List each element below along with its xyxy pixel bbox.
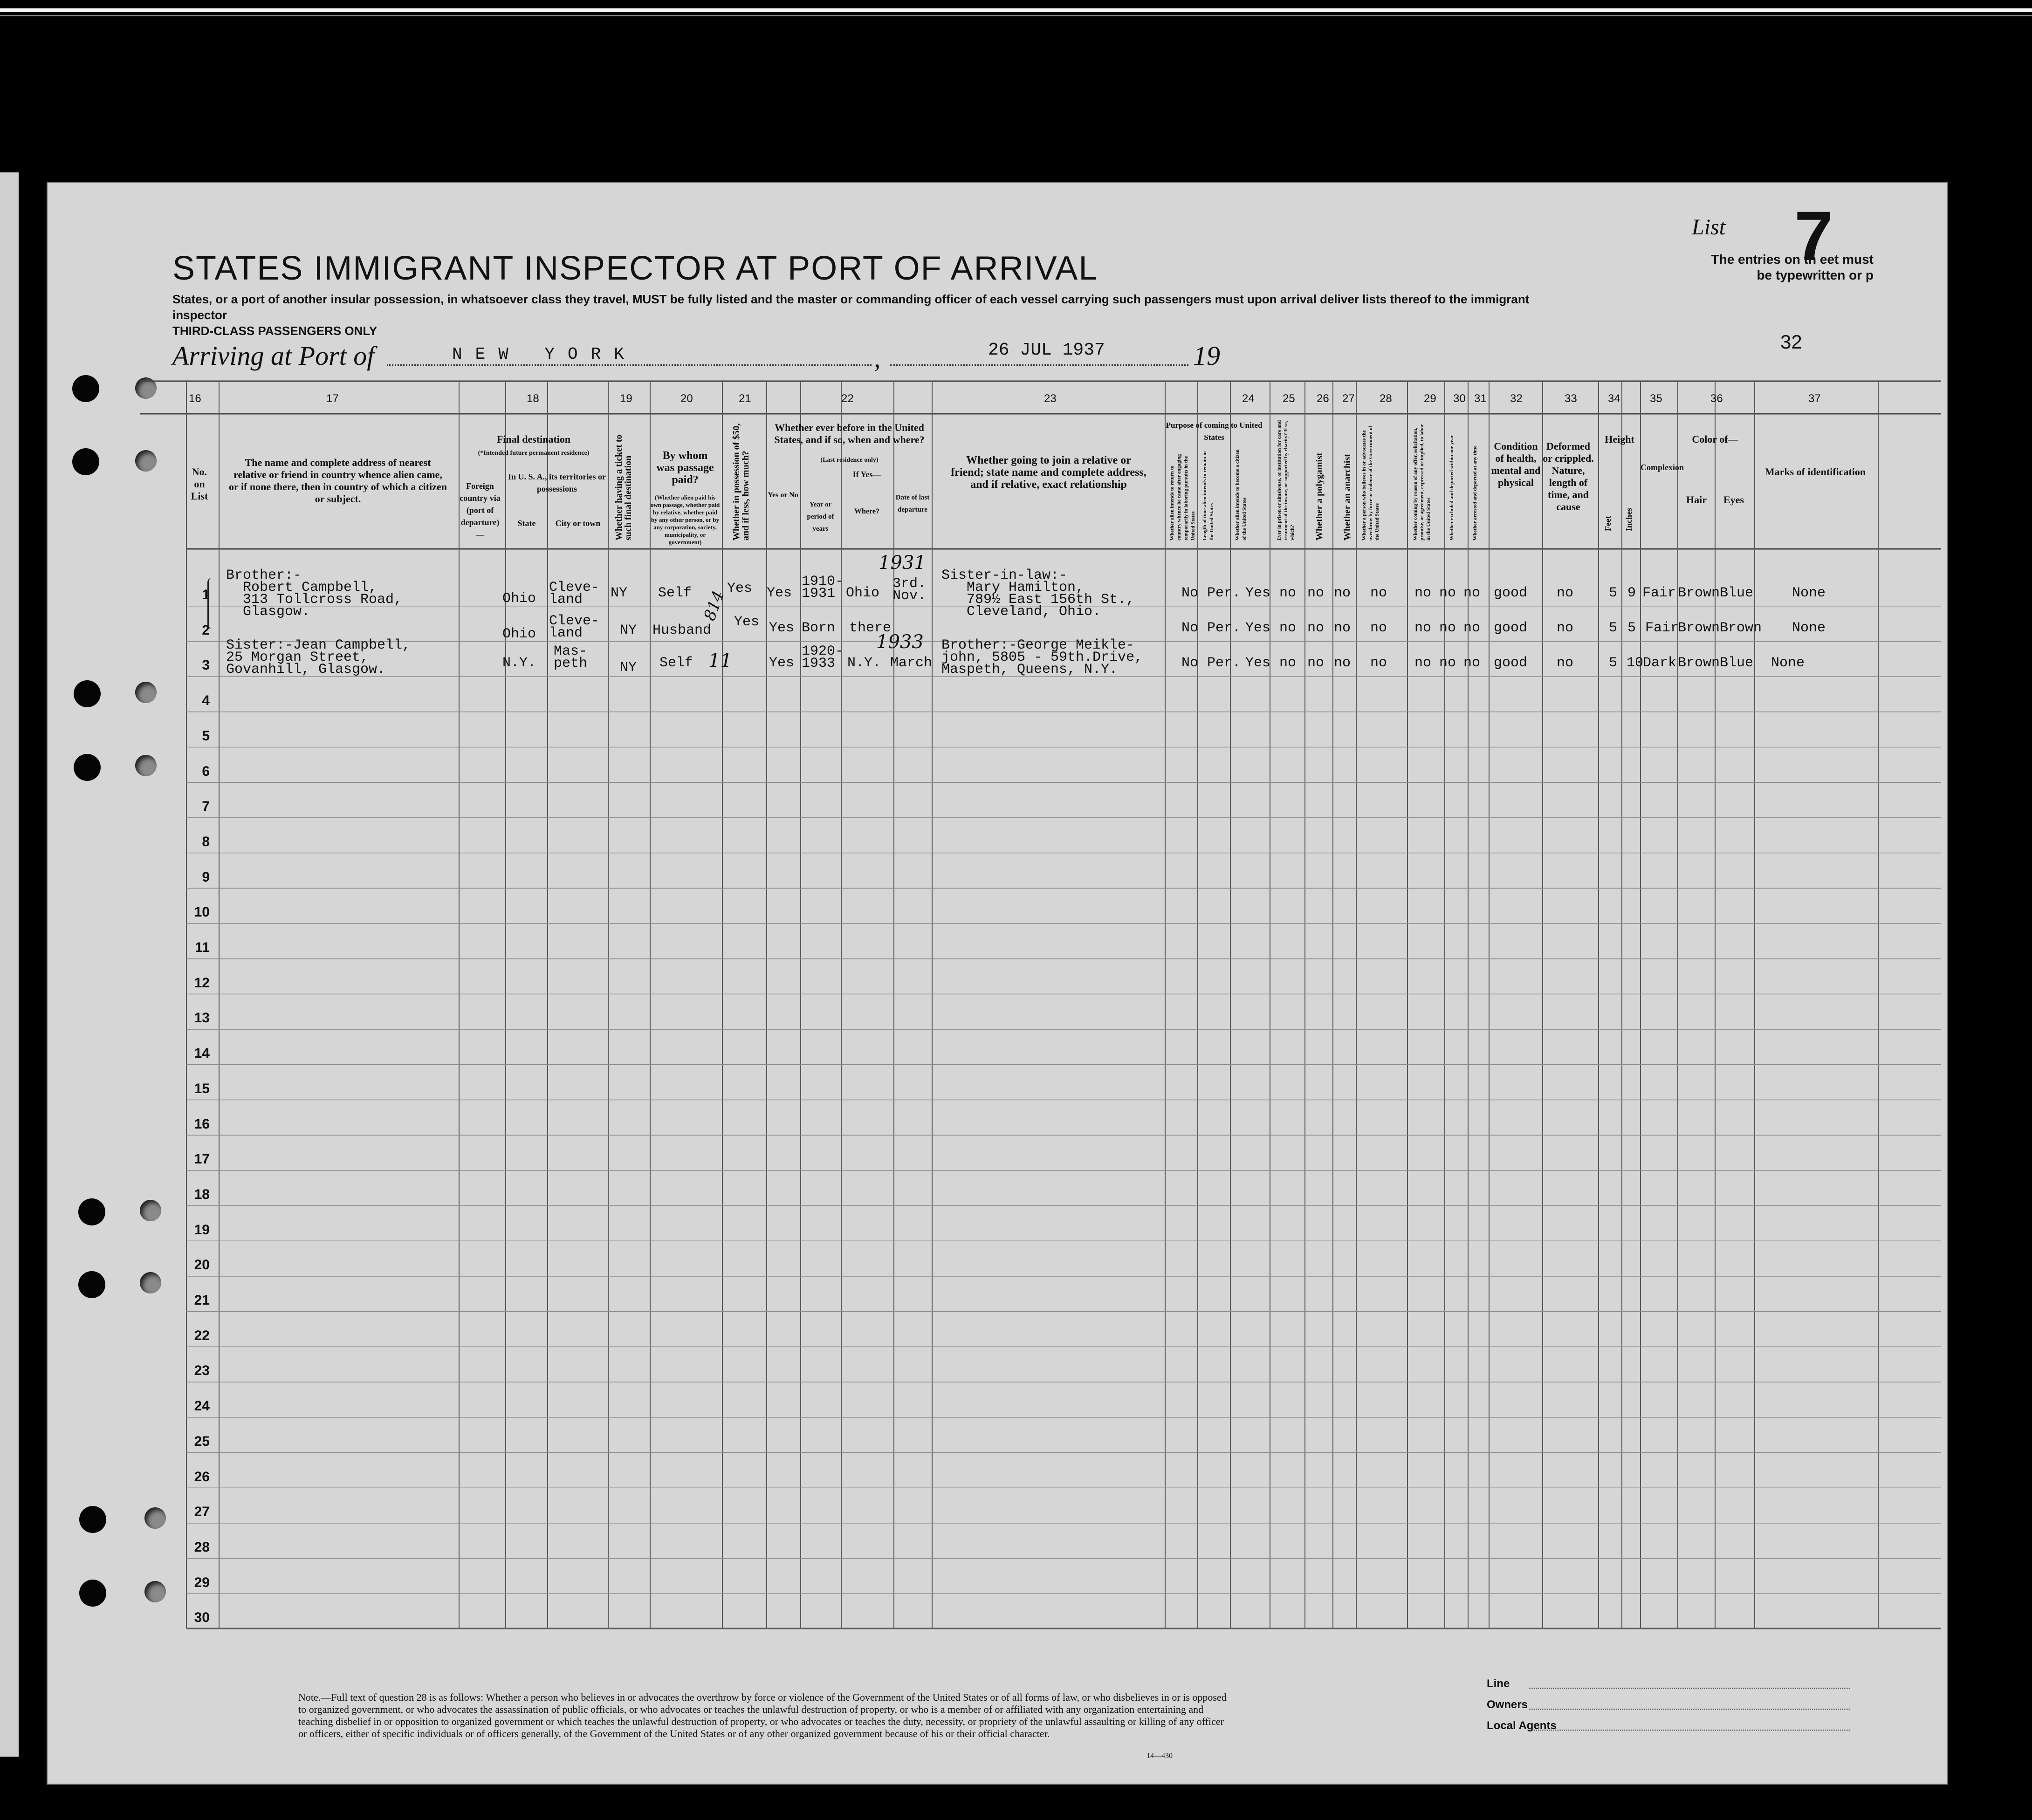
row3-eyes: Blue: [1720, 655, 1754, 671]
row1-paid-by: Self: [658, 585, 692, 601]
row3-anarchist: no: [1334, 655, 1351, 671]
header-before-us: Whether ever before in the United States, and if so, when and where?: [774, 422, 925, 445]
row2-feet: 5: [1609, 620, 1618, 636]
row3-city: Mas- peth: [554, 643, 588, 671]
row-number: 4: [202, 693, 210, 709]
header-q31: Whether arrested and deported at any time: [1472, 445, 1478, 541]
header-complexion: Complexion: [1641, 463, 1684, 472]
row3-prison: no: [1279, 655, 1297, 671]
column-number: 36: [1710, 392, 1723, 405]
row-number: 3: [202, 657, 210, 673]
header-anarchist: Whether an anarchist: [1342, 454, 1352, 541]
row1-q31: no: [1463, 585, 1481, 601]
row1-prison: no: [1279, 585, 1297, 601]
row3-polygamist: no: [1307, 655, 1325, 671]
port-value: NEW YORK: [452, 345, 637, 364]
row-number: 9: [202, 869, 210, 885]
row3-before: Yes: [769, 655, 795, 671]
row1-complexion: Fair: [1642, 585, 1676, 601]
column-number: 23: [1044, 392, 1057, 405]
row3-paid-by: Self: [659, 655, 693, 671]
handwritten-number: 814: [700, 588, 728, 623]
row3-relative: Sister:-Jean Campbell, 25 Morgan Street, Govanhill, Glasgow.: [226, 637, 411, 677]
row-number: 2: [202, 622, 210, 638]
row3-q28: no: [1370, 655, 1387, 671]
row1-ticket: NY: [611, 585, 628, 601]
row-number: 14: [194, 1046, 210, 1061]
column-number: 18: [527, 392, 539, 405]
header-money: Whether in possession of $50, and if less, how much?: [731, 423, 751, 541]
footer-owners-field: [1529, 1709, 1850, 1710]
header-prison: Ever in prison or almshouse, or institution for care and treatment of the insane, or supported by charity? If so, which?: [1277, 420, 1295, 541]
row2-money: Yes: [734, 614, 760, 630]
row1-hair: Brown: [1678, 585, 1720, 601]
header-where: Where?: [854, 507, 879, 515]
row1-money: Yes: [727, 581, 753, 596]
column-number: 34: [1608, 392, 1620, 405]
header-final-destination-sub: (*Intended future permanent residence): [478, 450, 590, 457]
row-number: 22: [194, 1327, 210, 1343]
row2-complexion: Fair: [1645, 620, 1679, 636]
row1-relative: Brother:- Robert Campbell, 313 Tollcross Road, Glasgow.: [226, 568, 403, 620]
row3-feet: 5: [1609, 655, 1618, 671]
comma: ,: [874, 343, 881, 373]
row2-length: Per.: [1207, 620, 1241, 636]
header-purpose-length: Length of time alien intends to remain in the United States: [1202, 451, 1215, 541]
header-polygamist: Whether a polygamist: [1314, 452, 1325, 541]
entries-note-line-2: be typewritten or p: [1757, 268, 1874, 282]
row3-citizen: Yes: [1245, 655, 1271, 671]
header-final-destination: Final destination: [496, 433, 571, 445]
column-number: 22: [841, 392, 854, 405]
row3-length: Per.: [1207, 655, 1241, 671]
row1-city: Cleve- land: [549, 580, 600, 608]
row-number: 27: [194, 1504, 210, 1520]
row3-deformed: no: [1557, 655, 1574, 671]
row3-complexion: Dark: [1643, 655, 1677, 671]
row-number: 18: [194, 1186, 210, 1202]
header-height: Height: [1605, 433, 1634, 445]
column-number: 25: [1283, 392, 1295, 405]
page-number: 32: [1780, 331, 1802, 353]
row2-ticket: NY: [620, 623, 637, 638]
row3-q31: no: [1463, 655, 1481, 671]
row2-polygamist: no: [1307, 620, 1325, 636]
row1-marks: None: [1792, 585, 1826, 601]
page-title: STATES IMMIGRANT INSPECTOR AT PORT OF ARRIVAL: [172, 250, 1098, 287]
footer-agents-field: [1529, 1730, 1850, 1731]
footer-owners-label: Owners: [1487, 1698, 1528, 1711]
handwritten-year-2: 1933: [876, 631, 924, 653]
row-number: 25: [194, 1433, 210, 1449]
row3-ticket: NY: [620, 660, 637, 676]
row2-city: Cleve- land: [549, 613, 600, 641]
arriving-label: Arriving at Port of: [172, 341, 375, 371]
header-feet: Feet: [1603, 516, 1613, 531]
column-number: 30: [1453, 392, 1466, 405]
row1-anarchist: no: [1334, 585, 1351, 601]
row1-polygamist: no: [1307, 585, 1325, 601]
row1-eyes: Blue: [1720, 585, 1754, 601]
row2-hair: Brown: [1678, 620, 1720, 636]
column-number: 16: [189, 392, 201, 405]
row3-hair: Brown: [1678, 655, 1720, 671]
header-state: State: [517, 519, 536, 528]
form-code: 14—430: [1146, 1752, 1173, 1760]
footer-line-field: [1529, 1688, 1850, 1689]
row1-return: No: [1181, 585, 1199, 601]
row2-eyes: Brown: [1720, 620, 1762, 636]
header-q28: Whether a person who believes in or advocates the overthrow by force or violence of the Government of the United States: [1361, 425, 1380, 541]
header-foreign-via: Foreign country via (port of departure)—: [460, 481, 501, 539]
header-inches: Inches: [1624, 507, 1634, 531]
row1-citizen: Yes: [1245, 585, 1271, 601]
row3-return: No: [1181, 655, 1199, 671]
column-number: 31: [1474, 392, 1487, 405]
handwritten-amount: 11: [708, 650, 732, 671]
header-health: Condition of health, mental and physical: [1491, 440, 1541, 488]
row1-q29: no: [1414, 585, 1432, 601]
row2-before: Yes: [769, 620, 795, 636]
column-number: 35: [1650, 392, 1662, 405]
row-number: 5: [202, 728, 210, 744]
row3-years: 1920- 1933: [802, 643, 844, 671]
header-purpose-citizen: Whether alien intends to become a citizen of the United States: [1235, 449, 1247, 541]
row-number: 11: [195, 940, 210, 955]
column-number: 28: [1380, 392, 1392, 405]
header-marks: Marks of identification: [1764, 466, 1866, 478]
row1-q28: no: [1370, 585, 1387, 601]
row1-departure: 3rd. Nov.: [892, 576, 927, 604]
row2-q28: no: [1370, 620, 1387, 636]
row3-inches: 10: [1627, 655, 1644, 671]
row1-state: Ohio: [502, 591, 536, 607]
row2-inches: 5: [1627, 620, 1636, 636]
header-relative: The name and complete address of nearest relative or friend in country whence alien came, or if none there, then in country of which a citizen or subject.: [229, 457, 447, 505]
row1-where: Ohio: [846, 585, 880, 601]
column-number: 20: [680, 392, 693, 405]
row-number: 8: [202, 834, 210, 849]
handwritten-year-1: 1931: [879, 552, 926, 574]
column-number: 24: [1242, 392, 1255, 405]
row3-departure: March: [890, 655, 933, 671]
row-number: 19: [194, 1222, 210, 1238]
header-if-yes: If Yes—: [852, 470, 881, 479]
footnote-q28: Note.—Full text of question 28 is as follows: Whether a person who believes in or advocates the overthrow by force or violence of the Government of the United States or of all forms of law, or who disbelieves in or is opposed to organized government, or who advocates the assassination of public officials, or who advocates or teaches the unlawful destruction of property, or who is a member of or affiliated with any organization entertaining and teaching disbelief in or opposition to organized government or which teaches the unlawful destruction of property, or who advocates or teaches the duty, necessity, or propriety of the unlawful assaulting or killing of any officer or officers, either of specific individuals or of officers generally, of the Government of the United States or of any other organized government because of his or their official character.: [298, 1691, 1227, 1739]
row2-q31: no: [1463, 620, 1481, 636]
header-year: Year or period of years: [807, 501, 834, 533]
row1-q30: no: [1439, 585, 1456, 601]
row2-paid-by: Husband: [652, 623, 712, 638]
row1-inches: 9: [1627, 585, 1636, 601]
header-ticket: Whether having a ticket to such final destination: [614, 434, 633, 541]
column-number: 21: [739, 392, 751, 405]
row-number: 21: [194, 1293, 210, 1308]
row-number: 7: [202, 799, 210, 814]
header-q30: Whether excluded and deported within one year: [1449, 435, 1455, 541]
header-yes-no: Yes or No: [768, 491, 798, 499]
header-deformed: Deformed or crippled. Nature, length of time, and cause: [1543, 440, 1594, 513]
row2-years: Born: [802, 620, 836, 636]
header-join: Whether going to join a relative or friend; state name and complete address, and if relative, exact relationship: [951, 454, 1146, 491]
list-number: 7: [1794, 197, 1833, 275]
column-number: 37: [1808, 392, 1821, 405]
subtitle-line-1: States, or a port of another insular possession, in whatsoever class they travel, MUST be fully listed and the master or commanding officer of each vessel carrying such passengers must upon arrival deliver lists thereof to the immigrant inspector: [172, 292, 1530, 322]
row3-join: Brother:-George Meikle- john, 5805 - 59th.Drive, Maspeth, Queens, N.Y.: [941, 637, 1143, 677]
column-number: 27: [1342, 392, 1355, 405]
row3-q30: no: [1439, 655, 1456, 671]
row1-health: good: [1494, 585, 1528, 601]
row-number: 16: [194, 1116, 210, 1132]
row-number: 24: [194, 1398, 210, 1414]
header-q29: Whether coming by reason of any offer, solicitation, promise, or agreement, expressed or implied, to labor in the United States: [1413, 424, 1431, 541]
row1-join: Sister-in-law:- Mary Hamilton, 789½ East 156th St., Cleveland, Ohio.: [941, 568, 1135, 620]
header-passage-sub: (Whether alien paid his own passage, whether paid by relative, whether paid by any other person, or by any corporation, society, municipality, or government): [650, 494, 720, 546]
row3-where: N.Y.: [847, 655, 881, 671]
header-eyes: Eyes: [1723, 494, 1744, 506]
header-hair: Hair: [1686, 494, 1707, 506]
header-purpose: Purpose of coming to United States: [1166, 421, 1263, 442]
row3-health: good: [1494, 655, 1528, 671]
header-date-departure: Date of last departure: [895, 494, 930, 513]
header-no-on-list: No. on List: [191, 466, 208, 502]
column-number: 26: [1317, 392, 1329, 405]
row-number: 15: [194, 1081, 210, 1096]
row-number: 12: [194, 975, 210, 991]
row-group-brace: [207, 578, 215, 629]
row2-return: No: [1181, 620, 1199, 636]
footer-agents-label: Local Agents: [1487, 1719, 1557, 1732]
header-passage: By whom was passage paid?: [656, 450, 714, 486]
row-number: 13: [194, 1010, 210, 1026]
subtitle-line-2: THIRD-CLASS PASSENGERS ONLY: [172, 324, 378, 338]
header-color: Color of—: [1692, 433, 1738, 445]
row1-length: Per.: [1207, 585, 1241, 601]
row-number: 28: [194, 1539, 210, 1555]
row2-anarchist: no: [1334, 620, 1351, 636]
column-number: 19: [620, 392, 632, 405]
column-number: 29: [1424, 392, 1436, 405]
row1-feet: 5: [1609, 585, 1618, 601]
row3-q29: no: [1414, 655, 1432, 671]
row2-marks: None: [1792, 620, 1826, 636]
row-number: 30: [194, 1610, 210, 1626]
row-number: 17: [194, 1151, 210, 1167]
header-before-us-sub: (Last residence only): [820, 457, 879, 464]
row2-citizen: Yes: [1245, 620, 1271, 636]
row2-q30: no: [1439, 620, 1456, 636]
row2-prison: no: [1279, 620, 1297, 636]
column-number: 33: [1565, 392, 1577, 405]
row1-years: 1910- 1931: [802, 574, 844, 602]
row2-where: there: [849, 620, 892, 636]
row1-deformed: no: [1557, 585, 1574, 601]
column-number: 17: [326, 392, 339, 405]
footer-line-label: Line: [1487, 1677, 1510, 1690]
header-purpose-return: Whether alien intends to return to country whence he came after engaging temporarily in laboring pursuits in the United States: [1169, 454, 1196, 541]
row2-state: Ohio: [502, 626, 536, 642]
row-number: 20: [194, 1257, 210, 1273]
row-number: 26: [194, 1469, 210, 1485]
row-number: 10: [194, 904, 210, 920]
row-number: 29: [194, 1574, 210, 1590]
row2-deformed: no: [1557, 620, 1574, 636]
row2-health: good: [1494, 620, 1528, 636]
row-number: 6: [202, 763, 210, 779]
year-label: 19: [1193, 341, 1220, 371]
date-stamp: 26 JUL 1937: [988, 340, 1105, 360]
row1-before: Yes: [767, 585, 792, 601]
row-number: 1: [202, 587, 210, 602]
header-city: City or town: [555, 519, 601, 528]
row3-state: N.Y.: [502, 655, 536, 671]
list-label: List: [1692, 215, 1726, 239]
row3-marks: None: [1771, 655, 1805, 671]
column-number: 32: [1510, 392, 1523, 405]
row2-q29: no: [1414, 620, 1432, 636]
row-number: 23: [194, 1363, 210, 1379]
entries-note-line-1: The entries on th eet must: [1711, 252, 1874, 267]
header-usa: In U. S. A., its territories or possessions: [508, 472, 606, 493]
